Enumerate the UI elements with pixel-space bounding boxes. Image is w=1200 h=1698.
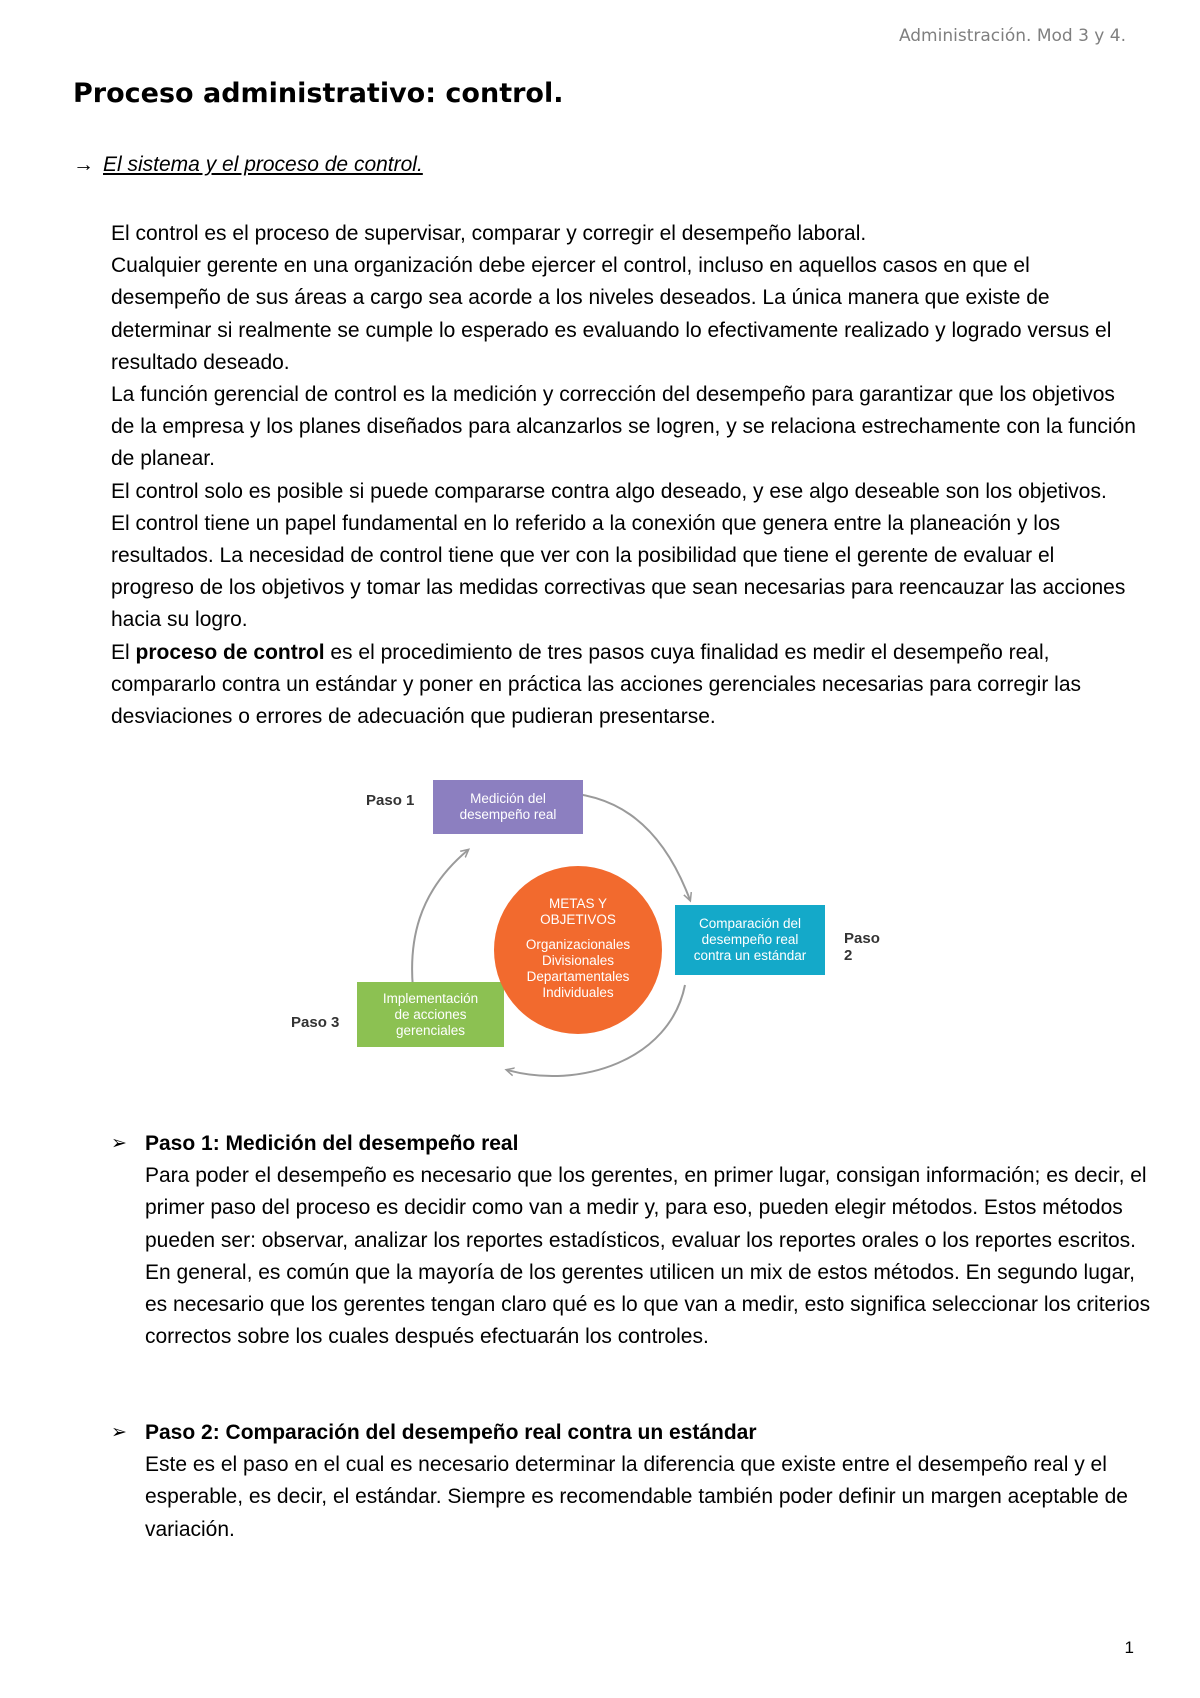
paso-2-line: desempeño real [701, 932, 799, 947]
intro-text-run: es el procedimiento de tres pasos cuya finalidad es medir el desempeño real, compararlo contra un estándar y poner en práctica las acciones gerenciales necesarias para corregir las desviaciones o errores de adecuación que pudieran presentarse. [111, 640, 1082, 729]
running-header: Administración. Mod 3 y 4. [898, 26, 1126, 46]
intro-paragraph: El control es el proceso de supervisar, comparar y corregir el desempeño laboral. [111, 222, 867, 245]
intro-text-run: El [111, 640, 136, 664]
paso-3-line: de acciones [394, 1006, 467, 1022]
step-paragraph: Este es el paso en el cual es necesario determinar la diferencia que existe entre el desempeño real y el esperable, es decir, el estándar. Siempre es recomendable también poder definir un margen aceptable de variación. [145, 1453, 1128, 1541]
paso-1-box [433, 780, 583, 834]
arrow-icon: → [73, 153, 94, 176]
paso-1-label: Paso 1 [366, 792, 415, 809]
step-2-block [111, 1417, 1151, 1546]
page-title: Proceso administrativo: control. [73, 78, 564, 109]
step-title: Paso 1: Medición del desempeño real [145, 1132, 519, 1155]
paso-3-box [357, 982, 504, 1047]
intro-paragraph: El control solo es posible si puede compararse contra algo deseado, y ese algo deseable son los objetivos. [111, 479, 1107, 503]
paso-3-label: Paso 3 [291, 1014, 340, 1031]
step-paragraph: En general, es común que la mayoría de los gerentes utilicen un mix de estos métodos. En segundo lugar, es necesario que los gerentes tengan claro qué es lo que van a medir, esto significa seleccionar los criterios correctos sobre los cuales después efectuarán los controles. [145, 1260, 1151, 1349]
paso-1-line: desempeño real [459, 807, 557, 822]
paso-1-line: Medición del [470, 791, 546, 806]
paso-3-line: Implementación [382, 990, 479, 1006]
goals-item: Departamentales [526, 969, 630, 984]
control-process-diagram [280, 780, 880, 1090]
step-paragraph: Para poder el desempeño es necesario que los gerentes, en primer lugar, consigan información; es decir, el primer paso del proceso es decidir como van a medir y, para eso, pueden elegir métodos. Estos métodos pueden ser: observar, analizar los reportes estadísticos, evaluar los reportes orales o los reportes escritos. [145, 1164, 1147, 1252]
goals-item: Individuales [542, 985, 614, 1000]
goals-circle [494, 866, 662, 1034]
goals-title-line: METAS Y [548, 896, 607, 911]
paso-2-box [675, 905, 825, 975]
paso-2-label: Paso 2 [844, 930, 880, 964]
bullet-arrow-icon: ➢ [111, 1133, 127, 1154]
step-body [111, 1449, 1151, 1546]
step-heading [111, 1417, 1151, 1449]
goals-title-line: OBJETIVOS [540, 912, 616, 927]
page-number: 1 [1124, 1638, 1134, 1657]
paso-3-line: gerenciales [395, 1022, 466, 1038]
paso-2-line: Comparación del [698, 916, 802, 931]
intro-paragraph [111, 637, 1141, 734]
intro-paragraph: El control tiene un papel fundamental en lo referido a la conexión que genera entre la planeación y los resultados. La necesidad de control tiene que ver con la posibilidad que tiene el gerente de evaluar el progreso de los objetivos y tomar las medidas correctivas que sean necesarias para reencauzar las acciones hacia su logro. [111, 511, 1126, 632]
section-title: El sistema y el proceso de control. [103, 153, 423, 176]
bold-term: proceso de control [135, 640, 325, 664]
step-body [111, 1160, 1151, 1353]
goals-item: Divisionales [541, 953, 615, 968]
goals-item: Organizacionales [525, 937, 631, 952]
intro-paragraph: La función gerencial de control es la medición y corrección del desempeño para garantizar que los objetivos de la empresa y los planes diseñados para alcanzarlos se logren, y se relaciona estrechamente con la función de planear. [111, 383, 1136, 471]
section-heading [73, 153, 423, 177]
intro-text [111, 218, 1141, 733]
step-heading [111, 1128, 1151, 1160]
intro-paragraph: Cualquier gerente en una organización debe ejercer el control, incluso en aquellos casos en que el desempeño de sus áreas a cargo sea acorde a los niveles deseados. La única manera que existe de determinar si realmente se cumple lo esperado es evaluando lo efectivamente realizado y logrado versus el resultado deseado. [111, 254, 1112, 374]
step-title: Paso 2: Comparación del desempeño real contra un estándar [145, 1421, 757, 1444]
paso-2-line: contra un estándar [693, 948, 807, 963]
step-1-block [111, 1128, 1151, 1353]
bullet-arrow-icon: ➢ [111, 1422, 127, 1443]
